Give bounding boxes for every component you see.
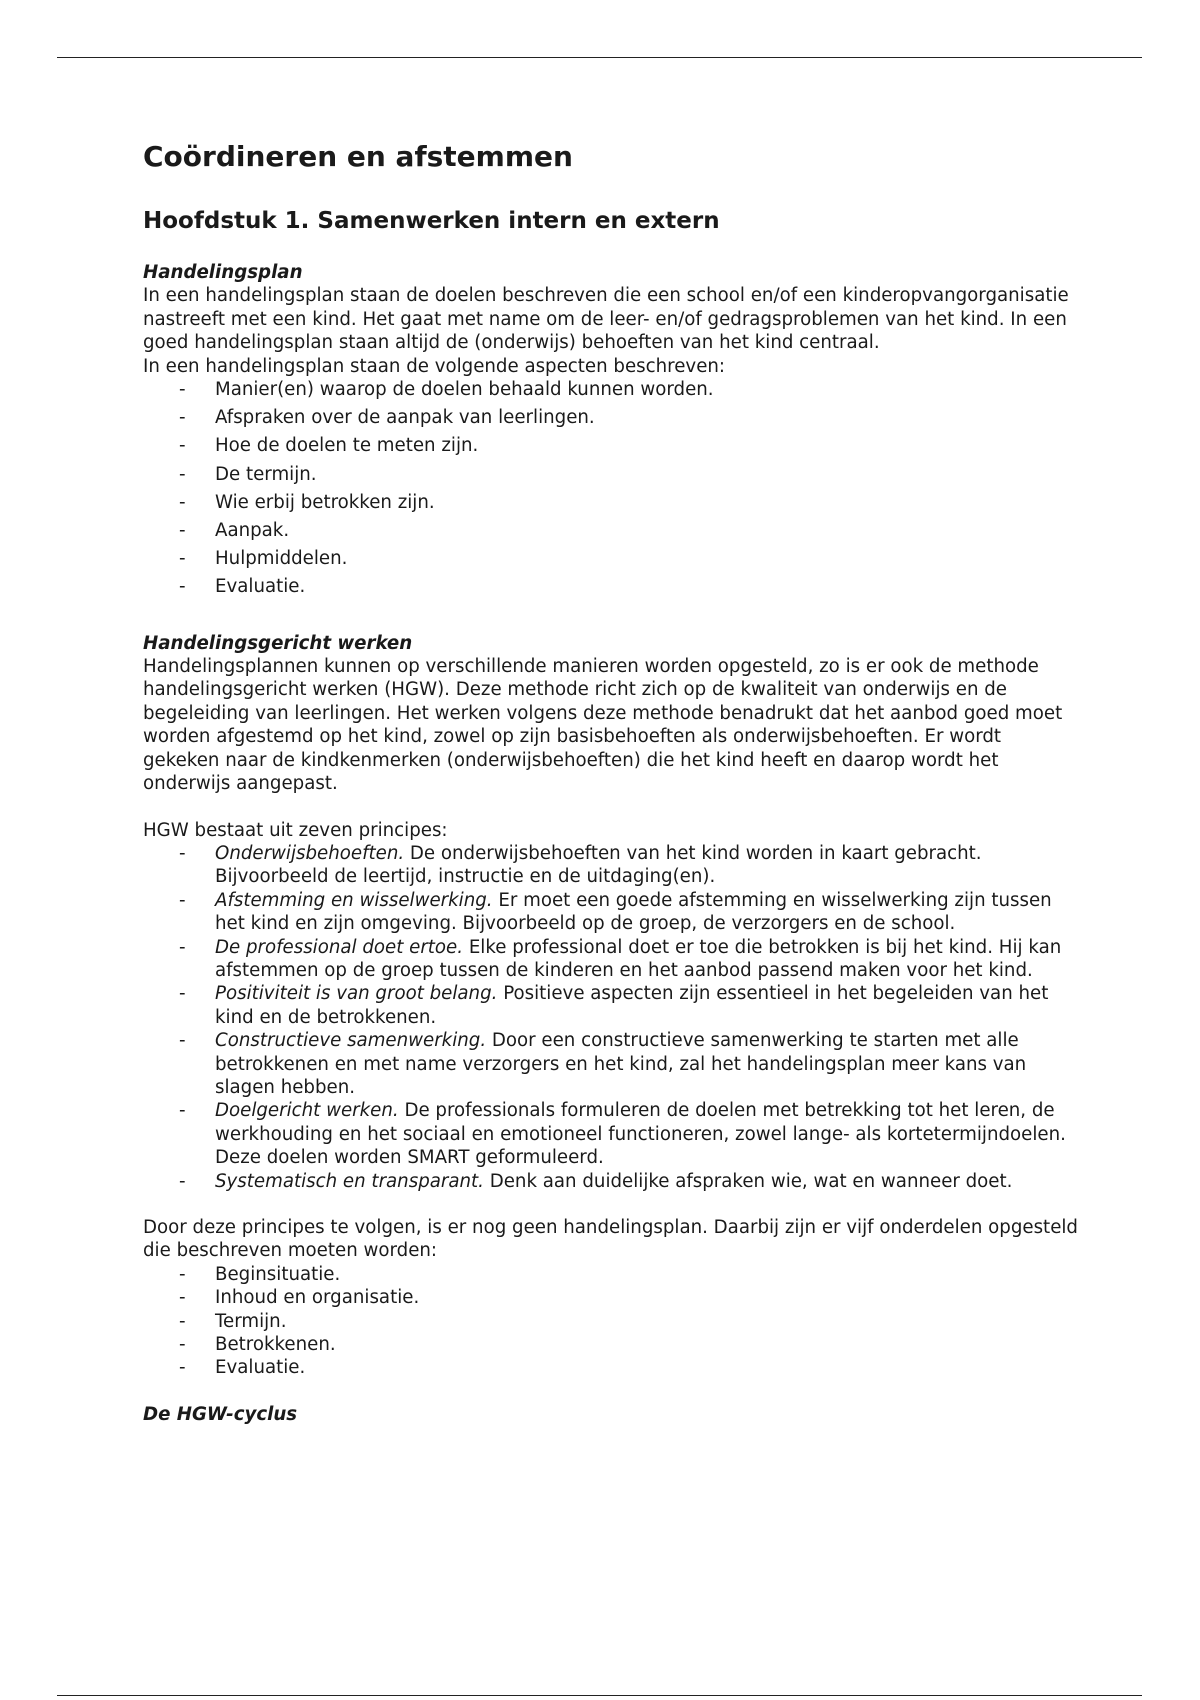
section-heading-cyclus: De HGW-cyclus [143,1403,298,1425]
parts-list [143,1263,1083,1380]
principles-list [143,842,1083,1193]
principle-item [143,842,1083,889]
list-item: - De termijn. [143,463,1083,486]
section-heading-handelingsplan: Handelingsplan [143,262,303,283]
principle-item [143,1099,1083,1169]
list-item: - Manier(en) waarop de doelen behaald kunnen worden. [143,378,1083,401]
chapter-heading: Hoofdstuk 1. Samenwerken intern en extern [143,208,720,234]
principle-term: Positiviteit is van groot belang. [215,983,498,1005]
footer-rule [57,1695,1142,1696]
list-item: - Wie erbij betrokken zijn. [143,491,1083,514]
list-item: - Inhoud en organisatie. [143,1286,1083,1309]
hgw-intro: Handelingsplannen kunnen op verschillende manieren worden opgesteld, zo is er ook de methode handelingsgericht werken (HGW). Deze methode richt zich op de kwaliteit van onderwijs en de begeleiding van leerlingen. Het werken volgens deze methode benadrukt dat het aanbod goed moet worden afgestemd op het kind, zowel op zijn basisbehoeften als onderwijsbehoeften. Er wordt gekeken naar de kindkenmerken (onderwijsbehoeften) die het kind heeft en daarop wordt het onderwijs aangepast. [143,656,1063,795]
principle-text: Positieve aspecten zijn essentieel in het begeleiden van het kind en de betrokkenen. [215,983,1049,1028]
handelingsplan-intro: In een handelingsplan staan de doelen beschreven die een school en/of een kinderopvangorganisatie nastreeft met een kind. Het gaat met name om de leer- en/of gedragsproblemen van het kind. In een goed handelingsplan staan altijd de (onderwijs) behoeften van het kind centraal. [143,285,1069,354]
principle-text: Er moet een goede afstemming en wisselwerking zijn tussen het kind en zijn omgeving. Bijvoorbeeld op de groep, de verzorgers en de school. [215,889,1052,935]
list-item: - Hulpmiddelen. [143,547,1083,570]
list-item: - Evaluatie. [143,575,1083,598]
principle-text: Elke professional doet er toe die betrokken is bij het kind. Hij kan afstemmen op de groep tussen de kinderen en het aanbod passend maken voor het kind. [215,936,1062,981]
principle-term: Doelgericht werken. [215,1100,399,1122]
page-title: Coördineren en afstemmen [143,140,573,173]
aspects-list [143,378,1083,599]
header-rule [57,57,1142,58]
principle-item [143,889,1083,936]
hgw-after: Door deze principes te volgen, is er nog geen handelingsplan. Daarbij zijn er vijf onderdelen opgesteld die beschreven moeten worden: [143,1217,1078,1262]
handelingsplan-lead: In een handelingsplan staan de volgende aspecten beschreven: [143,355,726,377]
principle-item [143,936,1083,983]
list-item: - Beginsituatie. [143,1263,1083,1286]
list-item: - Hoe de doelen te meten zijn. [143,434,1083,457]
principle-item [143,1029,1083,1099]
principle-text: De professionals formuleren de doelen met betrekking tot het leren, de werkhouding en het sociaal en emotioneel functioneren, zowel lange- als kortetermijndoelen. Deze doelen worden SMART geformuleerd. [215,1100,1066,1169]
principle-item [143,982,1083,1029]
principle-term: Onderwijsbehoeften. [215,842,405,864]
principle-item [143,1170,1083,1193]
principle-text: Door een constructieve samenwerking te starten met alle betrokkenen en met name verzorgers en het kind, zal het handelingsplan meer kans van slagen hebben. [215,1030,1027,1098]
hgw-lead: HGW bestaat uit zeven principes: [143,819,448,841]
list-item: - Evaluatie. [143,1356,1083,1379]
section-heading-hgw: Handelingsgericht werken [143,632,413,654]
principle-text: De onderwijsbehoeften van het kind worden in kaart gebracht. Bijvoorbeeld de leertijd, instructie en de uitdaging(en). [215,842,982,888]
list-item: - Aanpak. [143,519,1083,542]
principle-term: Systematisch en transparant. [215,1170,484,1192]
principle-term: Constructieve samenwerking. [215,1030,487,1052]
principle-text: Denk aan duidelijke afspraken wie, wat en wanneer doet. [483,1170,1013,1192]
list-item: - Afspraken over de aanpak van leerlingen. [143,406,1083,429]
document-body [143,140,1083,1426]
principle-term: Afstemming en wisselwerking. [215,889,493,911]
list-item: - Termijn. [143,1310,1083,1333]
principle-term: De professional doet ertoe. [215,936,464,958]
list-item: - Betrokkenen. [143,1333,1083,1356]
